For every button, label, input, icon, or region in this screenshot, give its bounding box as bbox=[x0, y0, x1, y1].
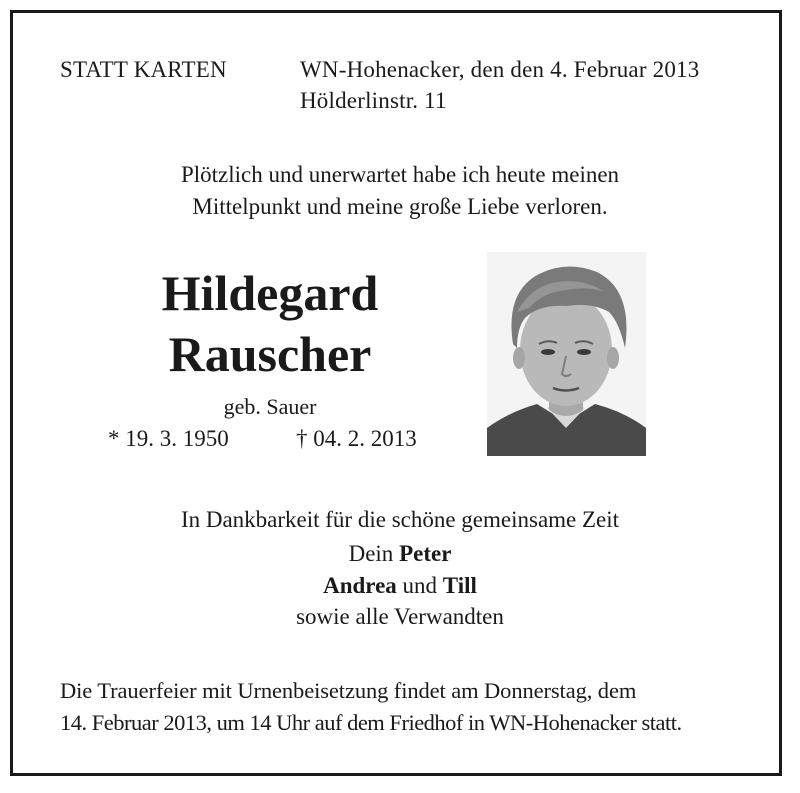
till-name: Till bbox=[442, 573, 477, 598]
mourner-line-andrea-till bbox=[0, 573, 800, 599]
deceased-first-name: Hildegard bbox=[161, 265, 379, 321]
mourner-line-peter bbox=[0, 541, 800, 567]
dein-word: Dein bbox=[348, 541, 394, 566]
relatives-line: sowie alle Verwandten bbox=[296, 604, 504, 629]
peter-name: Peter bbox=[399, 541, 452, 566]
obituary-border bbox=[10, 10, 782, 776]
intro-line-2: Mittelpunkt und meine große Liebe verloren. bbox=[192, 194, 608, 219]
intro-line-1: Plötzlich und unerwartet habe ich heute meinen bbox=[180, 162, 620, 187]
thanks-line: In Dankbarkeit für die schöne gemeinsame Zeit bbox=[180, 507, 620, 532]
funeral-line-2: 14. Februar 2013, um 14 Uhr auf dem Friedhof in WN-Hohenacker statt. bbox=[60, 710, 682, 735]
deceased-last-name: Rauscher bbox=[168, 326, 372, 382]
address: Hölderlinstr. 11 bbox=[300, 88, 447, 113]
birth-date: * 19. 3. 1950 bbox=[108, 426, 229, 451]
death-date: † 04. 2. 2013 bbox=[296, 426, 417, 451]
portrait-photo-icon bbox=[487, 252, 646, 456]
statt-karten-label: STATT KARTEN bbox=[60, 57, 227, 82]
place-date: WN-Hohenacker, den den 4. Februar 2013 bbox=[300, 57, 700, 82]
und-word: und bbox=[402, 573, 438, 598]
maiden-name: geb. Sauer bbox=[223, 394, 317, 419]
funeral-line-1: Die Trauerfeier mit Urnenbeisetzung findet am Donnerstag, dem bbox=[60, 678, 637, 703]
andrea-name: Andrea bbox=[323, 573, 397, 598]
